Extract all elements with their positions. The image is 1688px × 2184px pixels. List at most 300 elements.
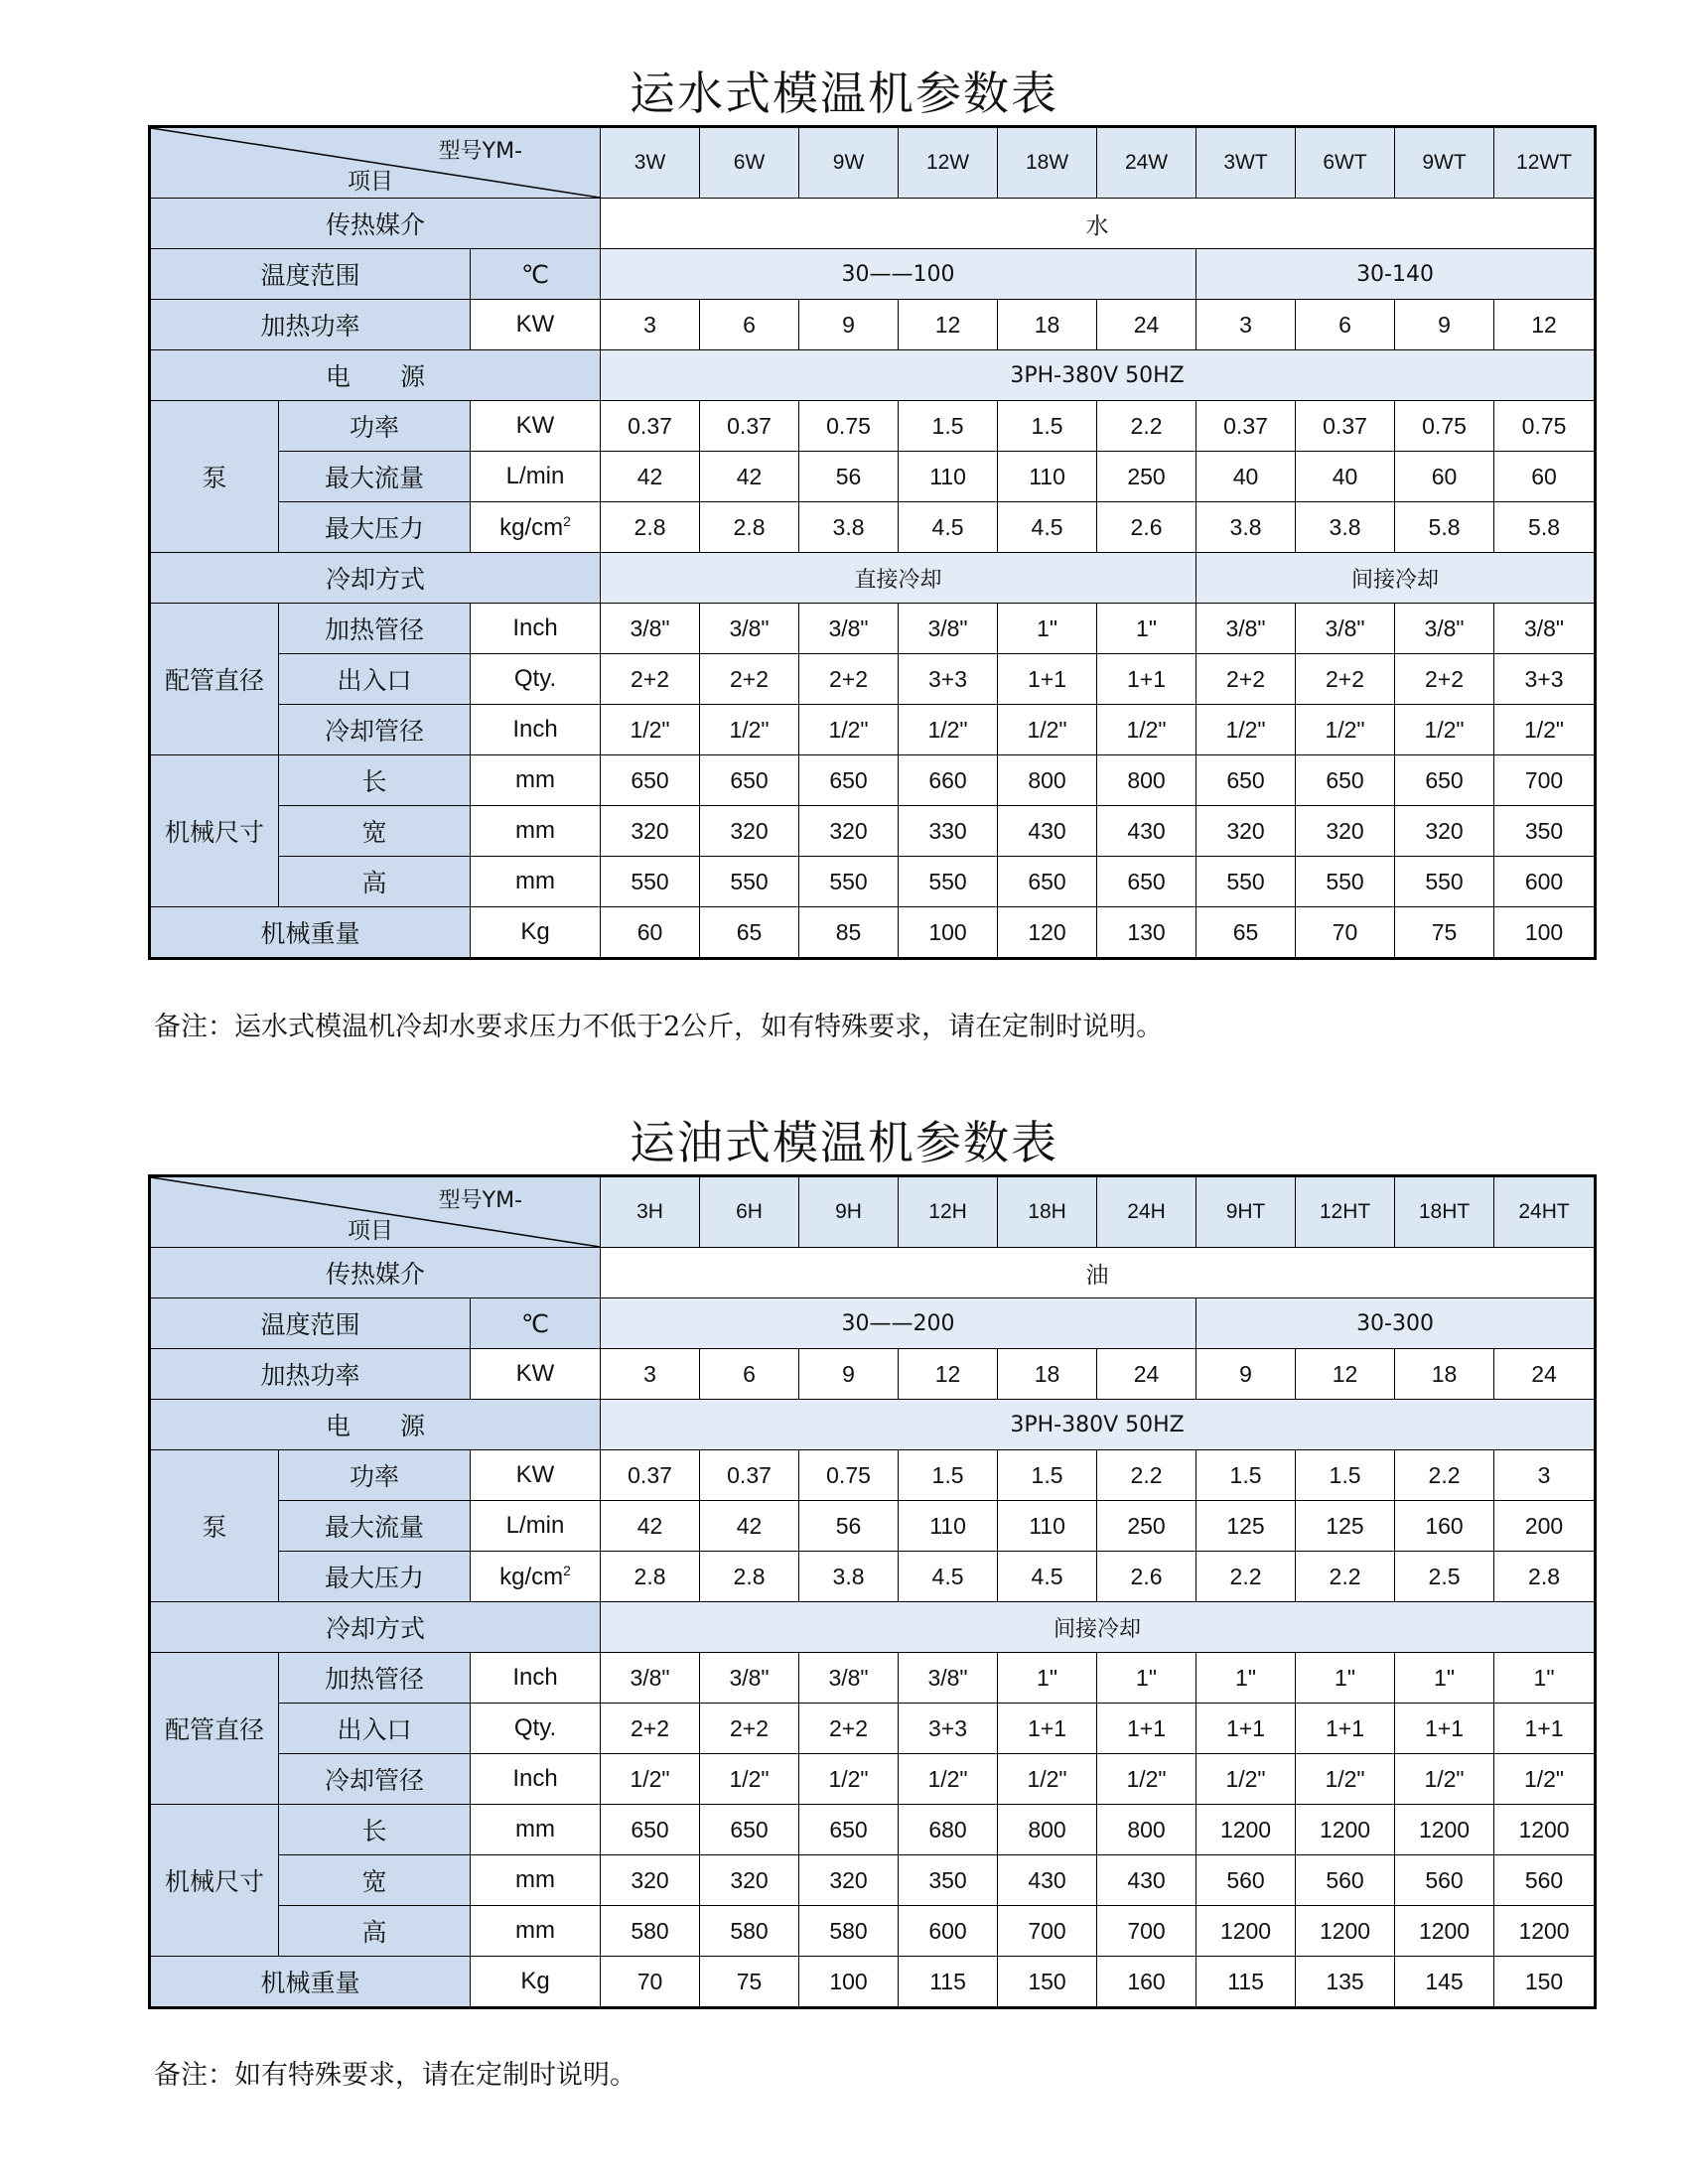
- value-cell: 24: [1494, 1349, 1596, 1400]
- model-cell: 18H: [998, 1176, 1097, 1248]
- value-cell: 650: [1296, 755, 1395, 806]
- value-cell: 1/2": [1097, 705, 1196, 755]
- cool-pipe-row: [150, 705, 1596, 755]
- temp-range-high: 30-300: [1196, 1298, 1596, 1349]
- medium-value: 油: [601, 1248, 1596, 1298]
- value-cell: 650: [601, 1805, 700, 1855]
- value-cell: 430: [1097, 1855, 1196, 1906]
- temp-range-standard: 30——100: [601, 249, 1196, 300]
- value-cell: 2.6: [1097, 1552, 1196, 1602]
- value-cell: 3/8": [799, 1653, 899, 1704]
- value-cell: 2+2: [1296, 654, 1395, 705]
- value-cell: 320: [1296, 806, 1395, 857]
- value-cell: 1": [1097, 604, 1196, 654]
- value-cell: 3/8": [799, 604, 899, 654]
- pump-power-row: [150, 401, 1596, 452]
- model-cell: 3H: [601, 1176, 700, 1248]
- value-cell: 1200: [1494, 1906, 1596, 1957]
- flow-unit: L/min: [471, 452, 601, 502]
- pressure-unit: [471, 1552, 601, 1602]
- model-cell: 24H: [1097, 1176, 1196, 1248]
- value-cell: 1/2": [899, 1754, 998, 1805]
- value-cell: 430: [998, 806, 1097, 857]
- value-cell: 580: [799, 1906, 899, 1957]
- value-cell: 1": [1395, 1653, 1494, 1704]
- value-cell: 3/8": [1196, 604, 1296, 654]
- value-cell: 3/8": [601, 1653, 700, 1704]
- value-cell: 650: [700, 1805, 799, 1855]
- value-cell: 800: [998, 755, 1097, 806]
- value-cell: 320: [700, 806, 799, 857]
- dim-label: 机械尺寸: [150, 1805, 279, 1957]
- pump-power-label: 功率: [279, 1450, 471, 1501]
- value-cell: 135: [1296, 1957, 1395, 2008]
- pressure-unit-sup: 2: [563, 1562, 571, 1578]
- pressure-label: 最大压力: [279, 502, 471, 553]
- port-row: [150, 1704, 1596, 1754]
- corner-diagonal-cell: [150, 1176, 601, 1248]
- oil-table-title: 运油式模温机参数表: [630, 1116, 1058, 1169]
- value-cell: 110: [998, 452, 1097, 502]
- model-cell: 9HT: [1196, 1176, 1296, 1248]
- weight-row: [150, 1957, 1596, 2008]
- value-cell: 42: [700, 452, 799, 502]
- value-cell: 145: [1395, 1957, 1494, 2008]
- value-cell: 18: [998, 300, 1097, 350]
- value-cell: 3: [601, 1349, 700, 1400]
- value-cell: 650: [998, 857, 1097, 907]
- value-cell: 1/2": [1196, 705, 1296, 755]
- value-cell: 1/2": [601, 705, 700, 755]
- value-cell: 9: [799, 300, 899, 350]
- weight-unit: Kg: [471, 1957, 601, 2008]
- value-cell: 4.5: [899, 502, 998, 553]
- width-label: 宽: [279, 1855, 471, 1906]
- pressure-row: [150, 502, 1596, 553]
- pipe-label: 配管直径: [150, 604, 279, 755]
- width-unit: mm: [471, 1855, 601, 1906]
- port-unit: Qty.: [471, 1704, 601, 1754]
- port-label: 出入口: [279, 1704, 471, 1754]
- port-row: [150, 654, 1596, 705]
- value-cell: 800: [1097, 755, 1196, 806]
- value-cell: 1+1: [1494, 1704, 1596, 1754]
- model-cell: 9WT: [1395, 127, 1494, 199]
- value-cell: 150: [1494, 1957, 1596, 2008]
- medium-value: 水: [601, 199, 1596, 249]
- value-cell: 2+2: [601, 654, 700, 705]
- header-row: [150, 127, 1596, 199]
- value-cell: 560: [1494, 1855, 1596, 1906]
- value-cell: 550: [601, 857, 700, 907]
- value-cell: 3.8: [1196, 502, 1296, 553]
- value-cell: 3+3: [899, 1704, 998, 1754]
- temp-row: [150, 249, 1596, 300]
- value-cell: 250: [1097, 452, 1196, 502]
- value-cell: 1/2": [799, 705, 899, 755]
- value-cell: 0.37: [700, 401, 799, 452]
- value-cell: 3.8: [799, 502, 899, 553]
- temp-unit: ℃: [471, 249, 601, 300]
- width-row: [150, 806, 1596, 857]
- value-cell: 110: [899, 452, 998, 502]
- heat-pipe-unit: Inch: [471, 604, 601, 654]
- value-cell: 115: [899, 1957, 998, 2008]
- value-cell: 1200: [1395, 1805, 1494, 1855]
- value-cell: 1/2": [1196, 1754, 1296, 1805]
- height-unit: mm: [471, 857, 601, 907]
- value-cell: 0.37: [601, 1450, 700, 1501]
- value-cell: 3/8": [1494, 604, 1596, 654]
- height-row: [150, 857, 1596, 907]
- value-cell: 110: [998, 1501, 1097, 1552]
- medium-label: 传热媒介: [150, 199, 601, 249]
- weight-row: [150, 907, 1596, 959]
- value-cell: 1+1: [1196, 1704, 1296, 1754]
- value-cell: 430: [1097, 806, 1196, 857]
- value-cell: 560: [1296, 1855, 1395, 1906]
- value-cell: 9: [1196, 1349, 1296, 1400]
- value-cell: 1/2": [1395, 1754, 1494, 1805]
- value-cell: 650: [601, 755, 700, 806]
- cooling-indirect: 间接冷却: [1196, 553, 1596, 604]
- heat-power-row: [150, 300, 1596, 350]
- value-cell: 3+3: [1494, 654, 1596, 705]
- heat-power-label: 加热功率: [150, 300, 471, 350]
- heat-power-unit: KW: [471, 300, 601, 350]
- value-cell: 1200: [1395, 1906, 1494, 1957]
- power-supply-value: 3PH-380V 50HZ: [601, 1400, 1596, 1450]
- value-cell: 1/2": [700, 1754, 799, 1805]
- value-cell: 4.5: [899, 1552, 998, 1602]
- value-cell: 120: [998, 907, 1097, 959]
- value-cell: 320: [1395, 806, 1494, 857]
- model-cell: 24HT: [1494, 1176, 1596, 1248]
- pump-label: 泵: [150, 401, 279, 553]
- value-cell: 18: [1395, 1349, 1494, 1400]
- model-cell: 12H: [899, 1176, 998, 1248]
- length-label: 长: [279, 755, 471, 806]
- value-cell: 42: [601, 452, 700, 502]
- heat-pipe-row: [150, 1653, 1596, 1704]
- value-cell: 2+2: [1196, 654, 1296, 705]
- medium-row: [150, 1248, 1596, 1298]
- value-cell: 12: [1296, 1349, 1395, 1400]
- value-cell: 12: [899, 1349, 998, 1400]
- flow-label: 最大流量: [279, 1501, 471, 1552]
- value-cell: 3/8": [899, 604, 998, 654]
- value-cell: 700: [1494, 755, 1596, 806]
- value-cell: 650: [700, 755, 799, 806]
- model-cell: 18W: [998, 127, 1097, 199]
- value-cell: 1/2": [998, 1754, 1097, 1805]
- value-cell: 115: [1196, 1957, 1296, 2008]
- value-cell: 0.75: [1494, 401, 1596, 452]
- length-row: [150, 755, 1596, 806]
- value-cell: 800: [998, 1805, 1097, 1855]
- value-cell: 100: [799, 1957, 899, 2008]
- value-cell: 600: [1494, 857, 1596, 907]
- value-cell: 2+2: [1395, 654, 1494, 705]
- value-cell: 1/2": [1296, 705, 1395, 755]
- value-cell: 2+2: [799, 1704, 899, 1754]
- medium-row: [150, 199, 1596, 249]
- value-cell: 550: [700, 857, 799, 907]
- value-cell: 1/2": [998, 705, 1097, 755]
- cool-pipe-label: 冷却管径: [279, 705, 471, 755]
- height-label: 高: [279, 1906, 471, 1957]
- value-cell: 3: [1494, 1450, 1596, 1501]
- value-cell: 2.8: [700, 502, 799, 553]
- value-cell: 6: [1296, 300, 1395, 350]
- pump-power-unit: KW: [471, 1450, 601, 1501]
- value-cell: 2.5: [1395, 1552, 1494, 1602]
- corner-model-label: 型号YM-: [438, 1188, 523, 1213]
- value-cell: 4.5: [998, 1552, 1097, 1602]
- value-cell: 550: [1196, 857, 1296, 907]
- heat-power-label: 加热功率: [150, 1349, 471, 1400]
- value-cell: 42: [700, 1501, 799, 1552]
- value-cell: 2+2: [700, 654, 799, 705]
- model-cell: 6WT: [1296, 127, 1395, 199]
- value-cell: 70: [1296, 907, 1395, 959]
- value-cell: 2.2: [1296, 1552, 1395, 1602]
- value-cell: 160: [1395, 1501, 1494, 1552]
- value-cell: 550: [1395, 857, 1494, 907]
- value-cell: 3.8: [1296, 502, 1395, 553]
- corner-model-label: 型号YM-: [438, 139, 523, 164]
- value-cell: 0.37: [1296, 401, 1395, 452]
- value-cell: 1.5: [1196, 1450, 1296, 1501]
- value-cell: 0.75: [799, 401, 899, 452]
- value-cell: 1/2": [1097, 1754, 1196, 1805]
- model-cell: 3WT: [1196, 127, 1296, 199]
- value-cell: 5.8: [1395, 502, 1494, 553]
- model-cell: 9W: [799, 127, 899, 199]
- heat-pipe-label: 加热管径: [279, 604, 471, 654]
- value-cell: 3.8: [799, 1552, 899, 1602]
- port-unit: Qty.: [471, 654, 601, 705]
- model-cell: 6W: [700, 127, 799, 199]
- value-cell: 3/8": [1395, 604, 1494, 654]
- value-cell: 2+2: [799, 654, 899, 705]
- value-cell: 330: [899, 806, 998, 857]
- model-cell: 12W: [899, 127, 998, 199]
- value-cell: 1/2": [1395, 705, 1494, 755]
- value-cell: 1": [1494, 1653, 1596, 1704]
- value-cell: 1200: [1196, 1906, 1296, 1957]
- value-cell: 1.5: [998, 401, 1097, 452]
- value-cell: 12: [899, 300, 998, 350]
- value-cell: 75: [700, 1957, 799, 2008]
- value-cell: 75: [1395, 907, 1494, 959]
- value-cell: 650: [1097, 857, 1196, 907]
- length-unit: mm: [471, 755, 601, 806]
- pressure-unit-text: kg/cm: [499, 513, 564, 541]
- value-cell: 1.5: [1296, 1450, 1395, 1501]
- value-cell: 1+1: [998, 1704, 1097, 1754]
- value-cell: 56: [799, 452, 899, 502]
- weight-label: 机械重量: [150, 1957, 471, 2008]
- value-cell: 430: [998, 1855, 1097, 1906]
- value-cell: 60: [1395, 452, 1494, 502]
- value-cell: 1/2": [799, 1754, 899, 1805]
- value-cell: 1200: [1296, 1906, 1395, 1957]
- value-cell: 65: [1196, 907, 1296, 959]
- value-cell: 1.5: [899, 1450, 998, 1501]
- value-cell: 3/8": [700, 604, 799, 654]
- value-cell: 2.2: [1196, 1552, 1296, 1602]
- weight-unit: Kg: [471, 907, 601, 959]
- value-cell: 1.5: [899, 401, 998, 452]
- heat-pipe-row: [150, 604, 1596, 654]
- heat-pipe-label: 加热管径: [279, 1653, 471, 1704]
- value-cell: 560: [1395, 1855, 1494, 1906]
- oil-spec-table: [148, 1174, 1597, 2009]
- value-cell: 1": [1196, 1653, 1296, 1704]
- value-cell: 320: [601, 806, 700, 857]
- value-cell: 1+1: [1097, 1704, 1196, 1754]
- power-supply-row: [150, 350, 1596, 401]
- heat-power-row: [150, 1349, 1596, 1400]
- model-cell: 9H: [799, 1176, 899, 1248]
- value-cell: 56: [799, 1501, 899, 1552]
- width-label: 宽: [279, 806, 471, 857]
- value-cell: 150: [998, 1957, 1097, 2008]
- model-cell: 12WT: [1494, 127, 1596, 199]
- pressure-unit-text: kg/cm: [499, 1563, 564, 1590]
- flow-row: [150, 1501, 1596, 1552]
- model-cell: 12HT: [1296, 1176, 1395, 1248]
- value-cell: 0.75: [799, 1450, 899, 1501]
- medium-label: 传热媒介: [150, 1248, 601, 1298]
- value-cell: 660: [899, 755, 998, 806]
- model-cell: 3W: [601, 127, 700, 199]
- value-cell: 130: [1097, 907, 1196, 959]
- length-label: 长: [279, 1805, 471, 1855]
- value-cell: 2.2: [1097, 401, 1196, 452]
- value-cell: 12: [1494, 300, 1596, 350]
- value-cell: 1/2": [601, 1754, 700, 1805]
- water-table-title: 运水式模温机参数表: [630, 67, 1058, 120]
- pump-power-row: [150, 1450, 1596, 1501]
- value-cell: 1200: [1296, 1805, 1395, 1855]
- value-cell: 2.8: [601, 502, 700, 553]
- cooling-label: 冷却方式: [150, 1602, 601, 1653]
- flow-row: [150, 452, 1596, 502]
- value-cell: 1200: [1494, 1805, 1596, 1855]
- cooling-row: [150, 1602, 1596, 1653]
- value-cell: 2+2: [700, 1704, 799, 1754]
- value-cell: 1.5: [998, 1450, 1097, 1501]
- heat-pipe-unit: Inch: [471, 1653, 601, 1704]
- value-cell: 3/8": [1296, 604, 1395, 654]
- value-cell: 580: [700, 1906, 799, 1957]
- weight-label: 机械重量: [150, 907, 471, 959]
- value-cell: 100: [899, 907, 998, 959]
- value-cell: 125: [1296, 1501, 1395, 1552]
- value-cell: 1200: [1196, 1805, 1296, 1855]
- value-cell: 350: [899, 1855, 998, 1906]
- cooling-direct: 直接冷却: [601, 553, 1196, 604]
- value-cell: 24: [1097, 1349, 1196, 1400]
- value-cell: 3: [1196, 300, 1296, 350]
- flow-label: 最大流量: [279, 452, 471, 502]
- pump-power-label: 功率: [279, 401, 471, 452]
- value-cell: 1": [998, 1653, 1097, 1704]
- cool-pipe-row: [150, 1754, 1596, 1805]
- port-label: 出入口: [279, 654, 471, 705]
- value-cell: 600: [899, 1906, 998, 1957]
- width-unit: mm: [471, 806, 601, 857]
- value-cell: 320: [799, 806, 899, 857]
- cooling-indirect: 间接冷却: [601, 1602, 1596, 1653]
- value-cell: 1+1: [1395, 1704, 1494, 1754]
- value-cell: 320: [799, 1855, 899, 1906]
- power-supply-value: 3PH-380V 50HZ: [601, 350, 1596, 401]
- length-row: [150, 1805, 1596, 1855]
- pressure-unit-sup: 2: [563, 512, 571, 529]
- value-cell: 3/8": [601, 604, 700, 654]
- value-cell: 200: [1494, 1501, 1596, 1552]
- model-cell: 24W: [1097, 127, 1196, 199]
- model-cell: 6H: [700, 1176, 799, 1248]
- value-cell: 5.8: [1494, 502, 1596, 553]
- value-cell: 250: [1097, 1501, 1196, 1552]
- height-unit: mm: [471, 1906, 601, 1957]
- temp-label: 温度范围: [150, 1298, 471, 1349]
- corner-item-label: 项目: [348, 169, 393, 195]
- value-cell: 3/8": [899, 1653, 998, 1704]
- value-cell: 24: [1097, 300, 1196, 350]
- cooling-row: [150, 553, 1596, 604]
- value-cell: 100: [1494, 907, 1596, 959]
- value-cell: 3/8": [700, 1653, 799, 1704]
- value-cell: 60: [601, 907, 700, 959]
- value-cell: 350: [1494, 806, 1596, 857]
- dim-label: 机械尺寸: [150, 755, 279, 907]
- heat-power-unit: KW: [471, 1349, 601, 1400]
- value-cell: 550: [1296, 857, 1395, 907]
- temp-label: 温度范围: [150, 249, 471, 300]
- value-cell: 9: [1395, 300, 1494, 350]
- value-cell: 65: [700, 907, 799, 959]
- value-cell: 4.5: [998, 502, 1097, 553]
- cooling-label: 冷却方式: [150, 553, 601, 604]
- value-cell: 1+1: [1097, 654, 1196, 705]
- value-cell: 700: [1097, 1906, 1196, 1957]
- flow-unit: L/min: [471, 1501, 601, 1552]
- value-cell: 42: [601, 1501, 700, 1552]
- value-cell: 1/2": [899, 705, 998, 755]
- value-cell: 9: [799, 1349, 899, 1400]
- value-cell: 1/2": [700, 705, 799, 755]
- value-cell: 550: [899, 857, 998, 907]
- power-supply-label: 电 源: [150, 1400, 601, 1450]
- power-supply-label: 电 源: [150, 350, 601, 401]
- value-cell: 680: [899, 1805, 998, 1855]
- value-cell: 650: [799, 1805, 899, 1855]
- water-spec-table: [148, 125, 1597, 960]
- temp-range-high: 30-140: [1196, 249, 1596, 300]
- corner-diagonal-cell: [150, 127, 601, 199]
- pressure-label: 最大压力: [279, 1552, 471, 1602]
- value-cell: 320: [1196, 806, 1296, 857]
- value-cell: 560: [1196, 1855, 1296, 1906]
- value-cell: 2+2: [601, 1704, 700, 1754]
- value-cell: 0.75: [1395, 401, 1494, 452]
- value-cell: 70: [601, 1957, 700, 2008]
